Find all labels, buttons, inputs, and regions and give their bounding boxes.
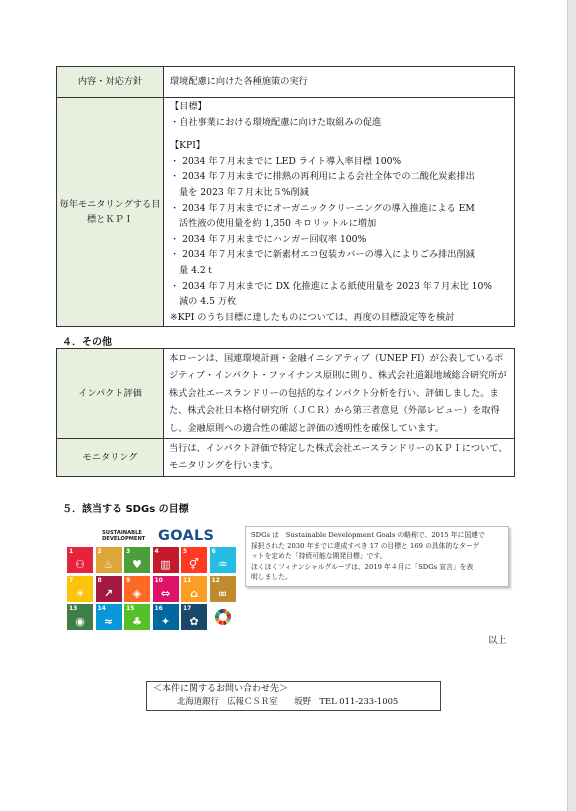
table-row xyxy=(57,67,515,98)
sdg-goal-3-tile xyxy=(124,547,150,573)
contact-box xyxy=(146,681,441,711)
kpi-item: ・ 2034 年７月末までに排熱の再利用による会社全体での二酸化炭素排出 xyxy=(170,171,475,183)
sdg-goal-6-tile xyxy=(210,547,236,573)
sdg-goal-12-tile xyxy=(210,576,236,602)
row-head-monitoring: モニタリング xyxy=(57,439,164,477)
sdgs-note-line: ほくほくフィナンシャルグループは、2019 年４月に「SDGs 宣言」を表 xyxy=(251,562,474,571)
sdgs-tiles xyxy=(67,547,236,630)
sdg-goal-number: 8 xyxy=(97,576,102,584)
sdg-goal-icon: ✦ xyxy=(160,615,171,628)
sdgs-note xyxy=(245,526,509,587)
row-body-kpi xyxy=(164,98,515,327)
sdg-goal-icon: ≈ xyxy=(103,615,114,628)
sdg-goal-icon: ⚇ xyxy=(75,558,85,571)
sdg-goal-14-tile xyxy=(96,604,122,630)
kpi-table xyxy=(56,66,515,327)
sdg-goal-number: 9 xyxy=(126,576,131,584)
kpi-item: ・ 2034 年７月末までに新素材エコ包装カバーの導入によりごみ排出削減 xyxy=(170,249,475,261)
sdgs-note-line: SDGs は Sustainable Development Goals の略称で、2015 年に国連で xyxy=(251,531,485,539)
sdg-goal-10-tile xyxy=(153,576,179,602)
row-body-monitoring: 当行は、インパクト評価で特定した株式会社エースランドリーのＫＰＩについて、モニタリングを行います。 xyxy=(164,439,515,477)
kpi-item: ・ 2034 年７月末までに DX 化推進による紙使用量を 2023 年７月末比 10% xyxy=(170,280,493,292)
sdgs-wordmark-small: SUSTAINABLE DEVELOPMENT xyxy=(102,530,146,542)
kpi-item: ・ 2034 年７月末までに LED ライト導入率目標 100% xyxy=(170,155,402,167)
sdg-goal-icon: ⌂ xyxy=(190,586,198,600)
kpi-item-continued: 活性液の使用量を約 1,350 キロリットルに増加 xyxy=(179,218,377,230)
sdgs-wordmark-goals: GOALS xyxy=(158,528,215,544)
sdg-goal-number: 5 xyxy=(183,548,188,555)
sdg-goal-7-tile xyxy=(67,576,93,602)
row-head-policy: 内容・対応方針 xyxy=(57,67,164,98)
sdg-goal-number: 10 xyxy=(154,576,163,584)
sdg-goal-icon: ⚥ xyxy=(189,558,199,571)
sdg-goal-9-tile xyxy=(124,576,150,602)
sdg-goal-number: 11 xyxy=(183,576,192,584)
sdg-goal-16-tile xyxy=(153,604,179,630)
sdg-goal-11-tile xyxy=(181,576,207,602)
kpi-item-continued: 量 4.2ｔ xyxy=(179,264,215,276)
sdg-goal-5-tile xyxy=(181,547,207,573)
kpi-item: ・ 2034 年７月末までにハンガー回収率 100% xyxy=(170,233,367,245)
sdg-goal-number: 7 xyxy=(69,576,74,584)
kpi-item-continued: 減の 4.5 万枚 xyxy=(179,296,237,308)
contact-detail: 北海道銀行 広報ＣＳＲ室 坂野 TEL 011-233-1005 xyxy=(177,696,399,707)
table-row xyxy=(57,439,515,477)
kpi-list xyxy=(170,154,510,310)
sdg-goal-17-tile xyxy=(181,604,207,630)
sdg-goal-number: 13 xyxy=(69,605,78,612)
sdg-goal-icon: ⇔ xyxy=(160,586,171,600)
row-body-impact: 本ローンは、国連環境計画・金融イニシアティブ（UNEP FI）が公表しているポジティブ・インパクト・ファイナンス原則に則り、株式会社道銀地域総合研究所が株式会社エースランドリーの包括的なインパクト分析を行い、評価しました。また、株式会社日本格付研究所（ＪＣＲ）から第三者意見（外部レビュー）を取得し、金融原則への適合性の確認と評価の透明性を確保しています。 xyxy=(164,349,515,439)
sdg-goal-number: 4 xyxy=(154,548,159,555)
sdg-goal-4-tile xyxy=(153,547,179,573)
sdg-goal-number: 6 xyxy=(211,548,216,555)
sdg-goal-icon: ∞ xyxy=(217,586,228,600)
section-4-title: ４．その他 xyxy=(62,337,112,348)
kpi-head-label: 毎年モニタリングする目標とＫＰＩ xyxy=(59,198,161,226)
page-edge xyxy=(567,0,576,811)
row-body-policy: 環境配慮に向けた各種施策の実行 xyxy=(164,67,515,98)
kpi-item-continued: 量を 2023 年７月末比５%削減 xyxy=(179,186,309,198)
sdg-goal-number: 2 xyxy=(97,548,102,555)
sdgs-wordmark xyxy=(102,529,222,547)
sdg-goal-number: 1 xyxy=(69,548,74,555)
row-head-kpi xyxy=(57,98,164,327)
sdgs-note-line: 採択された 2030 年までに達成すべき 17 の目標と 169 の具体的なターゲ xyxy=(251,541,480,550)
goal-item: ・自社事業における環境配慮に向けた取組みの促進 xyxy=(170,116,382,128)
sdg-goal-number: 3 xyxy=(126,548,131,555)
sdg-goal-13-tile xyxy=(67,604,93,630)
sdg-goal-8-tile xyxy=(96,576,122,602)
sdg-goal-15-tile xyxy=(124,604,150,630)
sdg-goal-icon: ☀ xyxy=(75,586,85,600)
row-head-impact: インパクト評価 xyxy=(57,349,164,439)
sdg-goal-icon: ◈ xyxy=(132,586,142,600)
sdg-goal-icon: ♥ xyxy=(132,558,142,571)
sdg-goal-2-tile xyxy=(96,547,122,573)
kpi-note: ※KPI のうち目標に達したものについては、再度の目標設定等を検討 xyxy=(170,311,455,323)
sdg-goal-icon: ▥ xyxy=(160,558,171,571)
sdg-goal-number: 12 xyxy=(211,576,220,584)
sdg-goal-number: 14 xyxy=(97,605,106,612)
sdg-goal-1-tile xyxy=(67,547,93,573)
sdg-goal-number: 17 xyxy=(183,605,192,612)
sdg-goal-icon: ◉ xyxy=(75,615,85,628)
kpi-item: ・ 2034 年７月末までにオーガニッククリーニングの導入推進による EM xyxy=(170,202,475,214)
sdgs-note-line: 明しました。 xyxy=(251,573,292,582)
sdg-goal-icon: ♨ xyxy=(103,558,114,571)
sdgs-note-line: ットを定めた「持続可能な開発目標」です。 xyxy=(251,552,387,561)
other-table xyxy=(56,348,515,477)
sdgs-wheel-icon xyxy=(210,604,236,630)
section-5-title: ５．該当する SDGs の目標 xyxy=(62,504,189,515)
kpi-heading: 【KPI】 xyxy=(170,140,206,152)
sdg-goal-icon: ♒ xyxy=(217,558,228,571)
sdg-goal-icon: ♣ xyxy=(132,615,142,628)
sdg-goal-number: 16 xyxy=(154,605,163,612)
goal-heading: 【目標】 xyxy=(170,101,207,112)
closing-text: 以上 xyxy=(488,635,507,646)
sdgs-logo-panel xyxy=(67,525,235,633)
table-row xyxy=(57,349,515,439)
table-row xyxy=(57,98,515,327)
sdg-goal-number: 15 xyxy=(126,605,135,612)
sdg-goal-icon: ↗ xyxy=(103,586,114,600)
contact-title: ＜本件に関するお問い合わせ先＞ xyxy=(153,684,289,694)
sdg-goal-icon: ✿ xyxy=(189,615,199,628)
